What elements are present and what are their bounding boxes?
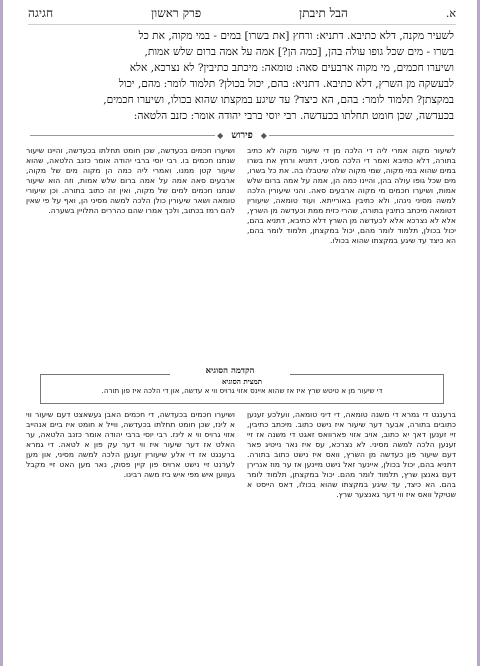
- main-line: במקצתן? תלמוד לומר: בהם, הא כיצד? עד שיגע במקצתו שהוא בכולו, ושיערו חכמים,: [103, 94, 454, 106]
- diamond-icon: ◆: [260, 130, 267, 140]
- commentary-label: פירוש: [231, 129, 253, 141]
- header-right-title: הבל תיבתן: [299, 5, 348, 20]
- main-line: לשעיר מקנה, דלא כתיבא. דתניא: ורחץ [את בשרו] במים - במי מקוה, את כל: [138, 30, 454, 42]
- commentary-top-left-column: ושיערו חכמים בכעדשה, שכן חומט תחלתו בכעדשה, והיינו שיעור שנתנו חכמים בו. רבי יוסי ברבי יהודה אומר כזנב הלטאה, שהוא שיעור קטן ממנו. ואמרי ליה כמה הן מקוה מים של מקוה, ארבעים סאה אמה על אמה ברום שלש אמות, וזה הוא שיעור שנתנו חכמים למים של מקוה, ואין זה כתוב בתורה. וכן שיעורי טומאה ושאר שיעורין כולן הלכה למשה מסיני הן, ואף על פי שאין להם רמז בכתוב, ולכך אמרו שהם כהררים התלויין בשערה.: [26, 146, 235, 215]
- running-header: [28, 2, 456, 25]
- summary-line: די שיעור מן א טיטש שרץ איז אז שהוא איינס אזוי גרויס ווי א עדשה, און די הלכה איז פון תורה.: [101, 386, 383, 395]
- left-border: [0, 0, 3, 666]
- page-number: א.: [445, 6, 456, 20]
- header-left-title: חגיגה: [28, 5, 54, 20]
- summary-box-title: הקדמה הסוגיא: [170, 365, 290, 376]
- diamond-icon: ◆: [217, 130, 224, 140]
- commentary-bottom: [26, 410, 456, 666]
- main-line: ושיערו חכמים, מי מקוה ארבעים סאה: טומאה: מיכתב כתיבין? לא נצרכא, אלא: [129, 62, 454, 74]
- divider-line: [30, 135, 215, 136]
- summary-subtitle: תמצית הסוגיא: [221, 377, 263, 386]
- main-line: בשרו - מים שכל גופו עולה בהן, [כמה הן?] אמה על אמה ברום שלש אמות,: [144, 46, 454, 58]
- commentary-top-right-column: לשיעור מקוה אמרי ליה די הלכה מן די שיעור מקוה לא כתיב בתורה, דלא כתיבא ואמר די הלכה מסיני, דתניא ורחץ את בשרו במים שהוא במי מקוה, שמי מקוה שלה שיטבלו בה. את כל בשרו, מים שכל גופו עולה בהן, והיינו כמה הן, אמה על אמה ברום שלש אמות, ושיערו חכמים מי מקוה ארבעים סאה. והני שיעורין הלכה למשה מסיני נינהו, ולא כתיבין באורייתא. ועוד טומאה, שיעורין דטומאה מיכתב כתיבין בתורה, שהרי כזית ממת וכעדשה מן השרץ, אלא לא נצרכא אלא לכעדשה מן השרץ דלא כתיבא, דתניא בהם, יכול בכולן, תלמוד לומר מהם, יכול במקצתן, תלמוד לומר בהם, הא כיצד עד שיגע במקצתו שהוא בכולו.: [247, 146, 456, 245]
- commentary-bottom-right-column: ברענגט די גמרא די משנה טומאה, די דיני טומאה, וועלכע זענען כתובים בתורה, אבער דער שיעור איז נישט כתוב. מיכתב כתיבין, זיי זענען דאך יא כתוב, אויב אזוי פארוואס זאגט די משנה אז זיי זענען הלכה למשה מסיני. לא נצרכא, עס איז נאר נייטיג פאר דעם שיעור פון כעדשה מן השרץ, וואס איז נישט כתוב בתורה. דתניא בהם, יכול בכולן, איינער זאל נישט מיינען אז ער מוז אנרירן דעם גאנצן שרץ, תלמוד לומר מהם. יכול במקצתן, תלמוד לומר בהם. הא כיצד, עד שיגע במקצתו שהוא בכולו, דאס הייסט א שטיקל וואס איז ווי דער גאנצער שרץ.: [247, 410, 456, 499]
- main-line: לבעשקה מן השרץ, דלא כתיבא. דתניא: בהם, יכול בכולן? תלמוד לומר: מהם, יכול: [118, 78, 454, 90]
- divider-line: [269, 135, 454, 136]
- commentary-bottom-left-column: ושיערו חכמים בכעדשה, די חכמים האבן געשאצט דעם שיעור ווי א לינז, שכן חומט תחלתו בכעדשה, ווייל א חומט איז ביים אנהייב אזוי גרויס ווי א לינז. רבי יוסי ברבי יהודה אומר כזנב הלטאה, ער האלט אז דער שיעור איז ווי דער עק פון א לטאה. די גמרא ברענגט אז די אלע שיעורין זענען הלכה למשה מסיני, און מען לערנט זיי נישט ארויס פון קיין פסוק, נאר מען האט זיי מקבל געווען איש מפי איש ביז משה רבינו.: [26, 410, 235, 479]
- commentary-top: [26, 146, 456, 372]
- commentary-divider: [30, 128, 454, 142]
- main-line: בכעדשה, שכן חומט תחלתו בכעדשה. רבי יוסי ברבי יהודה אומר: כזנב הלטאה:: [133, 110, 454, 122]
- main-text: [30, 28, 454, 124]
- summary-box: [40, 374, 444, 404]
- header-center-title: פרק ראשון: [151, 5, 202, 20]
